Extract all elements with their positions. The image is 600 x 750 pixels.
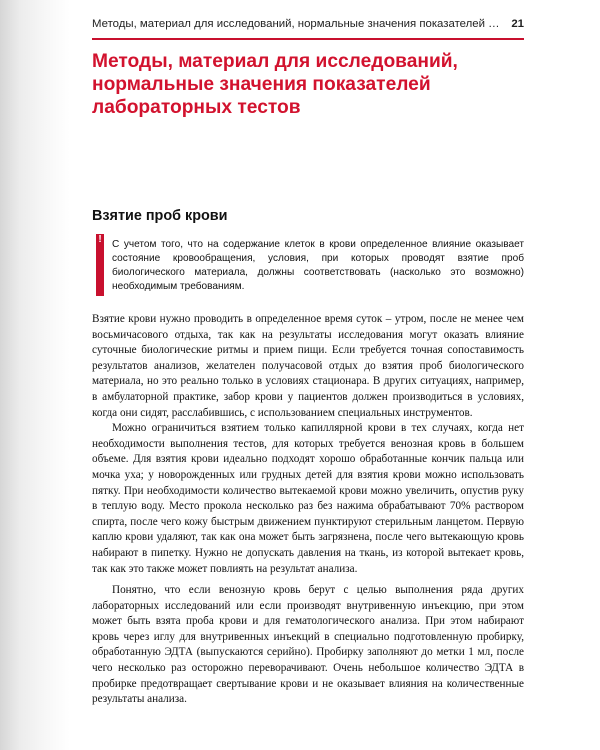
header-rule bbox=[92, 38, 524, 40]
paragraph: Взятие крови нужно проводить в определенное время суток – утром, после не менее чем восьмичасового отдыха, так как на результаты исследования могут оказать влияние суточные биологические ритмы и прием пищи. Если требуется точная сопоставимость результатов анализов, желателен получасовой отдых до взятия проб биологического материала, но это реально только в условиях стационара. В других ситуациях, например, в амбулаторной практике, забор крови у пациентов должен производиться в условиях, когда они сидят, расслабившись, с использованием специальных инструментов. bbox=[92, 313, 524, 419]
running-head bbox=[92, 18, 524, 38]
section-title: Взятие проб крови bbox=[92, 208, 228, 224]
running-head-title: Методы, материал для исследований, нормальные значения показателей … bbox=[92, 18, 500, 30]
body-text bbox=[92, 312, 524, 708]
paragraph: Понятно, что если венозную кровь берут с целью выполнения ряда других лабораторных исследований или если производят внутривенную инъекцию, при этом может быть взята проба крови и для гематологического анализа. При этом набирают кровь через иглу для внутривенных инъекций в специально подготовленную пробирку, обработанную ЭДТА (выпускаются серийно). Пробирку заполняют до метки 1 мл, после чего несколько раз осторожно переворачивают. Очень небольшое количество ЭДТА в пробирке предотвращает свертывание крови и не оказывает влияния на количественные результаты анализа. bbox=[92, 584, 524, 706]
page-number: 21 bbox=[511, 18, 524, 30]
paragraph: Можно ограничиться взятием только капиллярной крови в тех случаях, когда нет необходимости выполнения тестов, для которых требуется венозная кровь в большем объеме. Для взятия крови идеально подходят хорошо обработанные кончик пальца или мочка уха; у новорожденных или грудных детей для взятия крови можно использовать пятку. При необходимости количество вытекаемой крови можно увеличить, опустив руку в теплую воду. Место прокола несколько раз без нажима обрабатывают 70% раствором спирта, после чего кожу быстрым движением пунктируют стерильным ланцетом. Первую каплю крови удаляют, так как она может быть загрязнена, после чего вытекающую кровь набирают в пипетку. Нужно не допускать давления на ткань, из которой вытекает кровь, так как это также может повлиять на результат анализа. bbox=[92, 422, 524, 575]
chapter-title: Методы, материал для исследований, нормальные значения показателей лабораторных тестов bbox=[92, 51, 458, 118]
page-binding-shadow bbox=[0, 0, 70, 750]
note-text: С учетом того, что на содержание клеток в крови определенное влияние оказывает состояние кровообращения, условия, при которых проводят взятие проб биологического материала, должны соответствовать (насколько это возможно) необходимым требованиям. bbox=[112, 239, 524, 292]
exclamation-icon: ! bbox=[98, 234, 102, 245]
